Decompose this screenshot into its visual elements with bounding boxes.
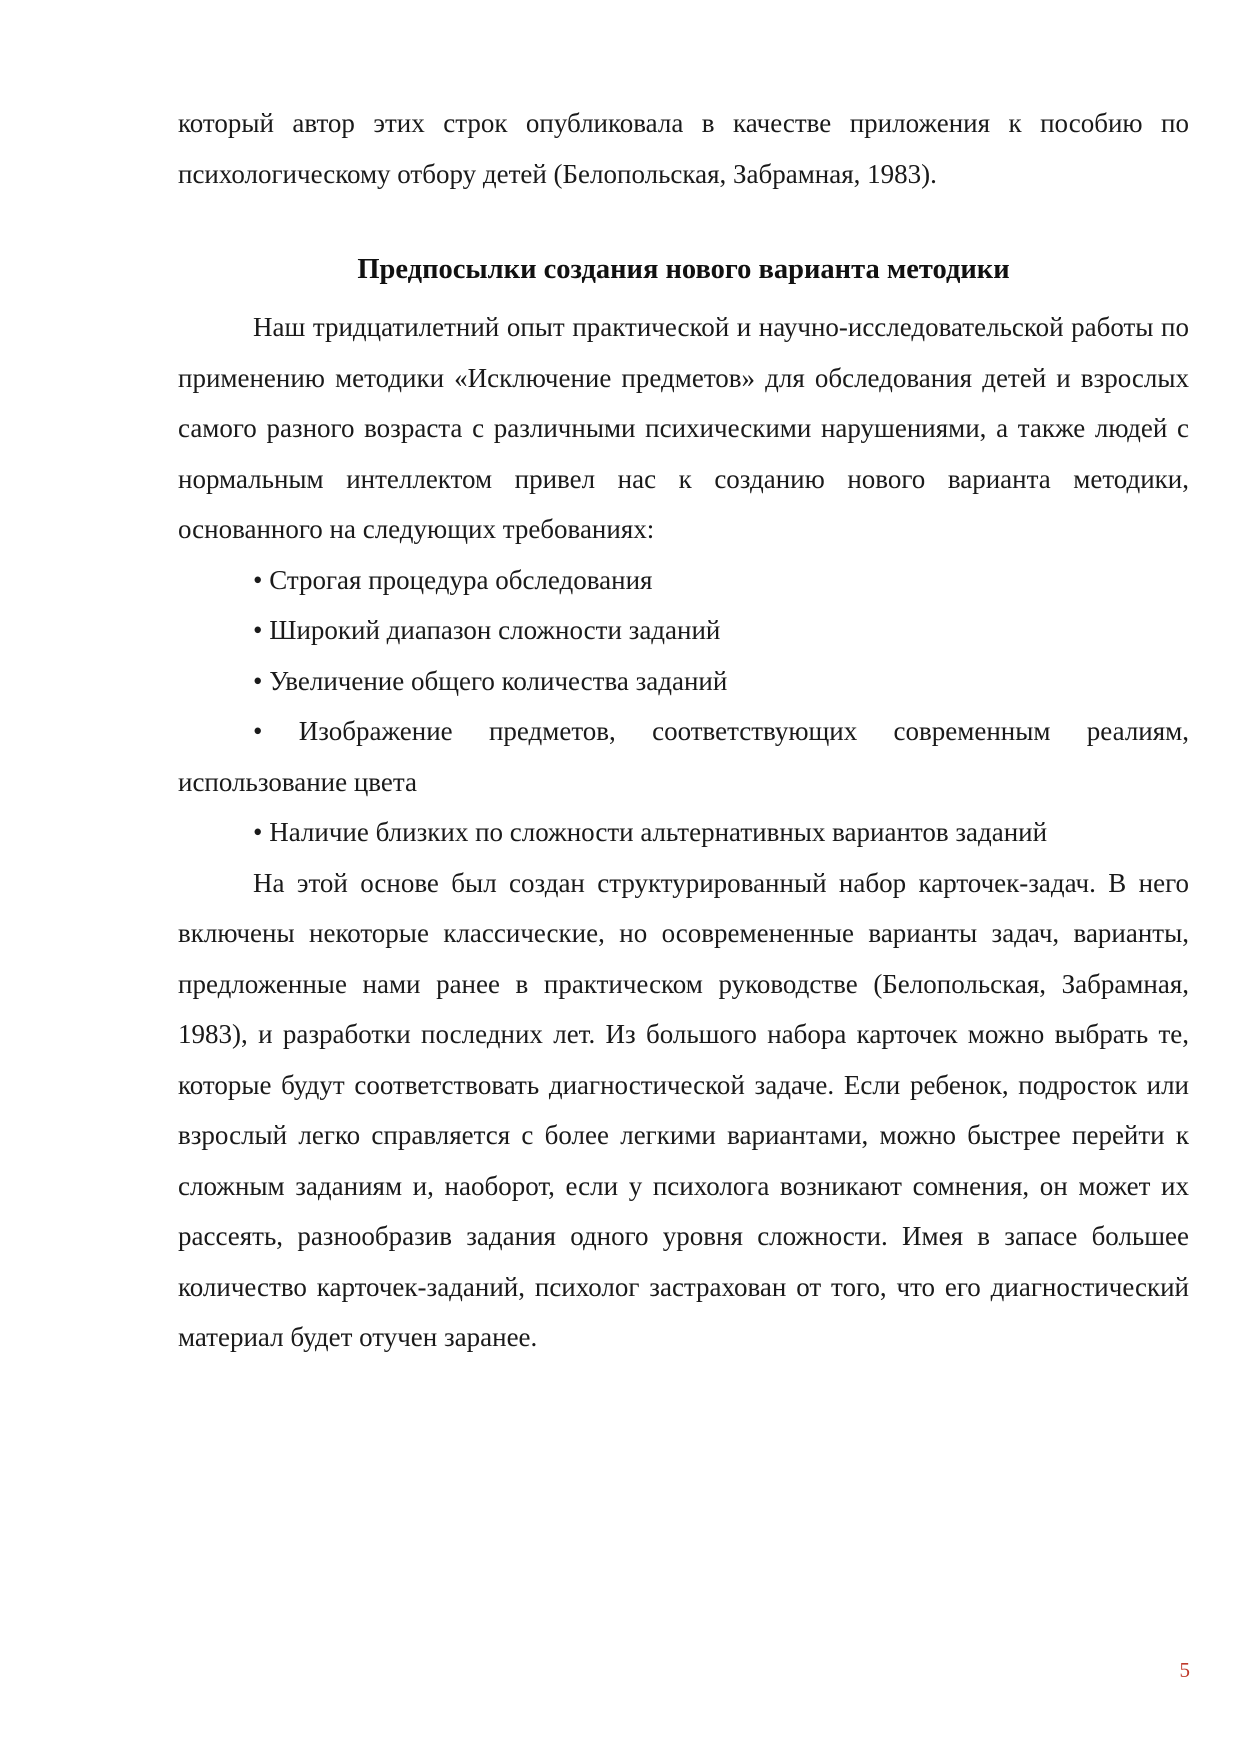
requirement-item: • Наличие близких по сложности альтернативных вариантов заданий (253, 817, 1048, 847)
requirement-item: • Увеличение общего количества заданий (253, 665, 728, 696)
body-text-block (178, 302, 1189, 1363)
intro-paragraph: который автор этих строк опубликовала в качестве приложения к пособию по психологическому отбору детей (Белопольская, Забрамная, 1983). (178, 108, 1189, 189)
requirement-item: • Строгая процедура обследования (253, 564, 653, 595)
intro-text-block (178, 98, 1189, 199)
requirement-item: • Широкий диапазон сложности заданий (253, 615, 721, 645)
paragraph-experience: Наш тридцатилетний опыт практической и научно-исследовательской работы по применению методики «Исключение предметов» для обследования детей и взрослых самого разного возраста с различными психическими нарушениями, а также людей с нормальным интеллектом привел нас к созданию нового варианта методики, основанного на следующих требованиях: (178, 312, 1189, 544)
requirement-item: • Изображение предметов, соответствующих современным реалиям, использование цвета (178, 716, 1189, 797)
section-heading: Предпосылки создания нового варианта методики (357, 254, 1010, 285)
page-number: 5 (1179, 1658, 1190, 1682)
paragraph-card-set: На этой основе был создан структурированный набор карточек-задач. В него включены некоторые классические, но осовремененные варианты задач, варианты, предложенные нами ранее в практическом руководстве (Белопольская, Забрамная, 1983), и разработки последних лет. Из большого набора карточек можно выбрать те, которые будут соответствовать диагностической задаче. Если ребенок, подросток или взрослый легко справляется с более легкими вариантами, можно быстрее перейти к сложным заданиям и, наоборот, если у психолога возникают сомнения, он может их рассеять, разнообразив задания одного уровня сложности. Имея в запасе большее количество карточек-заданий, психолог застрахован от того, что его диагностический материал будет отучен заранее. (178, 867, 1189, 1352)
